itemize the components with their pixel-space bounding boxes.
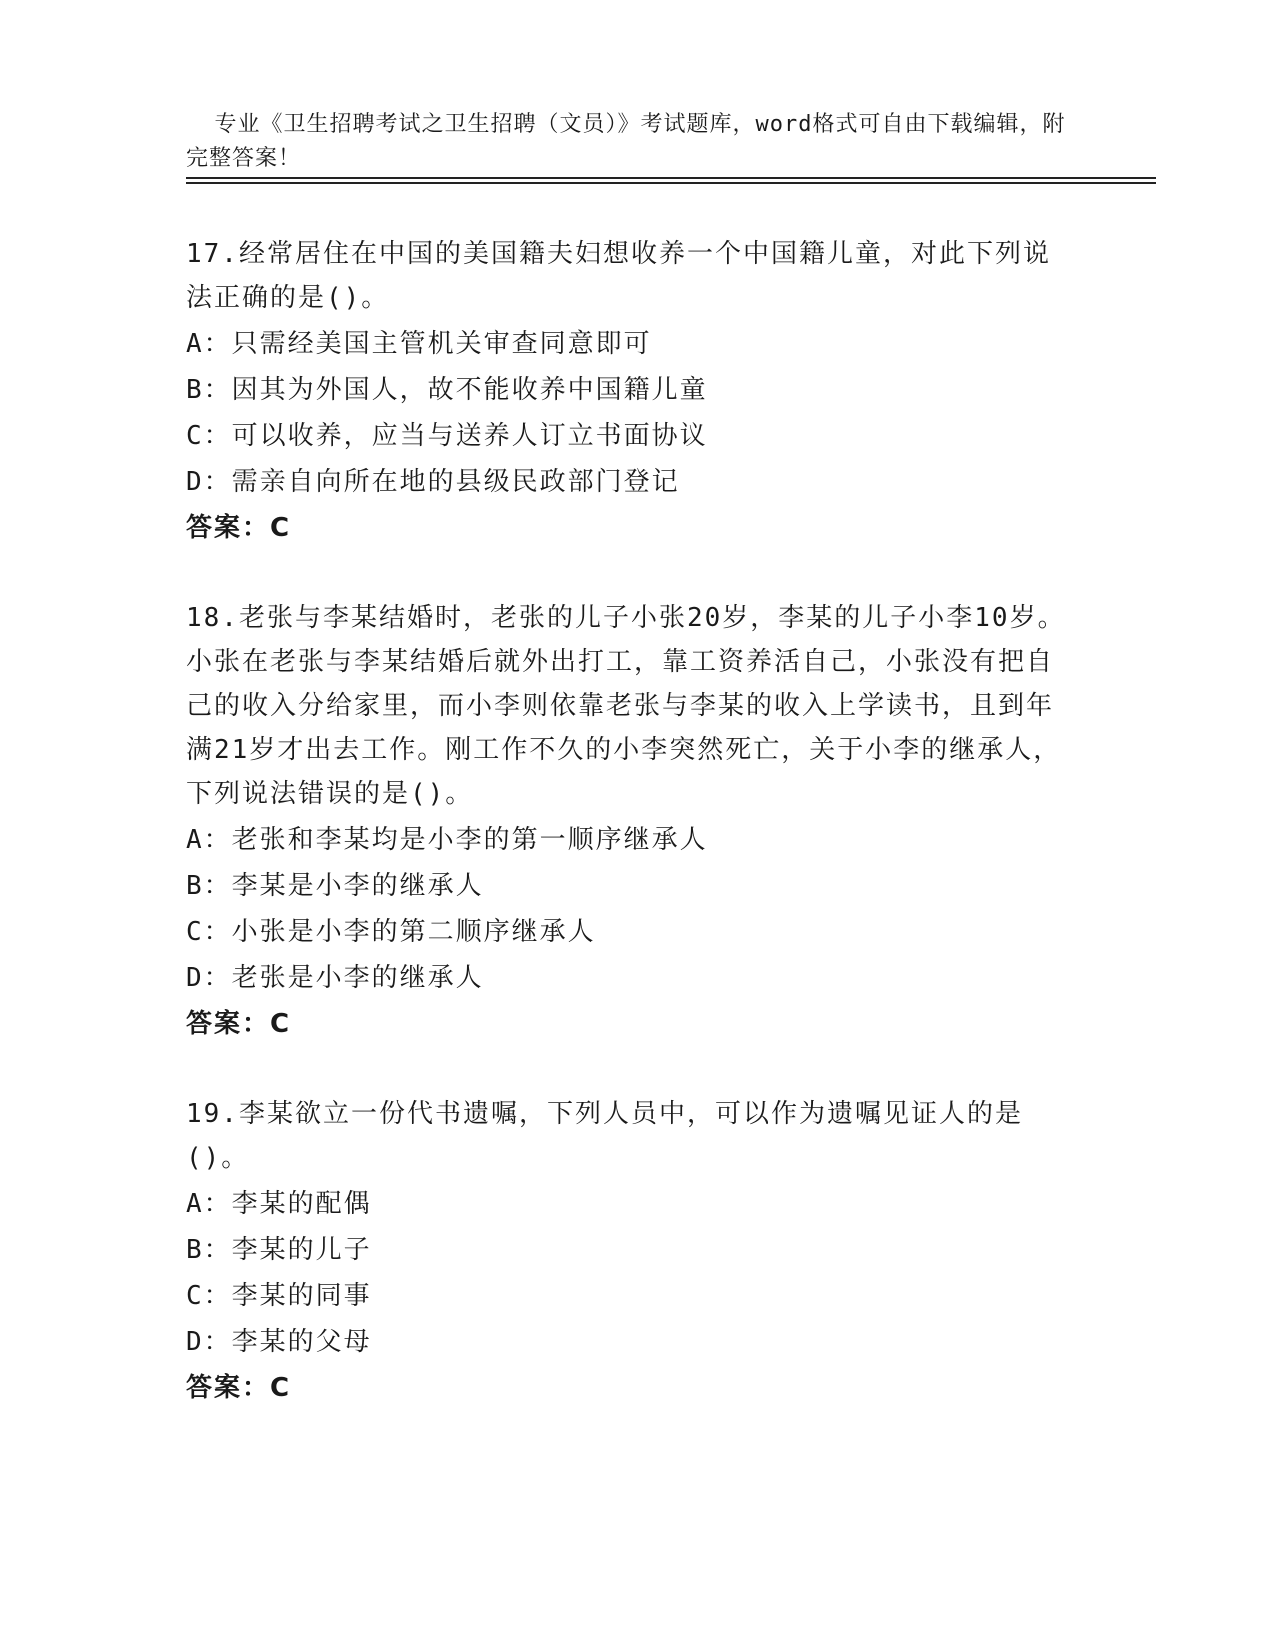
answer-line xyxy=(186,1002,1066,1046)
answer-line xyxy=(186,506,1066,550)
option-d: D：李某的父母 xyxy=(186,1327,372,1357)
option-b: B：因其为外国人，故不能收养中国籍儿童 xyxy=(186,375,708,405)
option-c: C：李某的同事 xyxy=(186,1281,372,1311)
option-a: A：老张和李某均是小李的第一顺序继承人 xyxy=(186,825,708,855)
header-title: 专业《卫生招聘考试之卫生招聘（文员）》考试题库，word格式可自由下载编辑，附完整答案！ xyxy=(186,112,1066,171)
answer-value: C xyxy=(270,513,292,543)
answer-value: C xyxy=(270,1009,292,1039)
option-c: C：小张是小李的第二顺序继承人 xyxy=(186,917,596,947)
header-divider-bottom xyxy=(186,182,1156,184)
answer-label: 答案： xyxy=(186,1009,271,1039)
question-text: 19.李某欲立一份代书遗嘱，下列人员中，可以作为遗嘱见证人的是()。 xyxy=(186,1099,1023,1173)
option-b: B：李某的儿子 xyxy=(186,1235,372,1265)
option-c: C：可以收养，应当与送养人订立书面协议 xyxy=(186,421,708,451)
option-b: B：李某是小李的继承人 xyxy=(186,871,484,901)
answer-line xyxy=(186,1366,1066,1410)
question-text: 17.经常居住在中国的美国籍夫妇想收养一个中国籍儿童，对此下列说法正确的是()。 xyxy=(186,239,1051,313)
option-a: A：只需经美国主管机关审查同意即可 xyxy=(186,329,652,359)
question-19 xyxy=(186,1092,1066,1410)
question-text: 18.老张与李某结婚时，老张的儿子小张20岁，李某的儿子小李10岁。小张在老张与李某结婚后就外出打工，靠工资养活自己，小张没有把自己的收入分给家里，而小李则依靠老张与李某的收入上学读书，且到年满21岁才出去工作。刚工作不久的小李突然死亡，关于小李的继承人，下列说法错误的是()。 xyxy=(186,603,1066,809)
option-d: D：老张是小李的继承人 xyxy=(186,963,484,993)
answer-label: 答案： xyxy=(186,513,271,543)
document-header xyxy=(186,74,1066,176)
question-17 xyxy=(186,232,1066,550)
header-divider-top xyxy=(186,177,1156,179)
question-18 xyxy=(186,596,1066,1046)
option-a: A：李某的配偶 xyxy=(186,1189,372,1219)
answer-value: C xyxy=(270,1373,292,1403)
option-d: D：需亲自向所在地的县级民政部门登记 xyxy=(186,467,680,497)
answer-label: 答案： xyxy=(186,1373,271,1403)
